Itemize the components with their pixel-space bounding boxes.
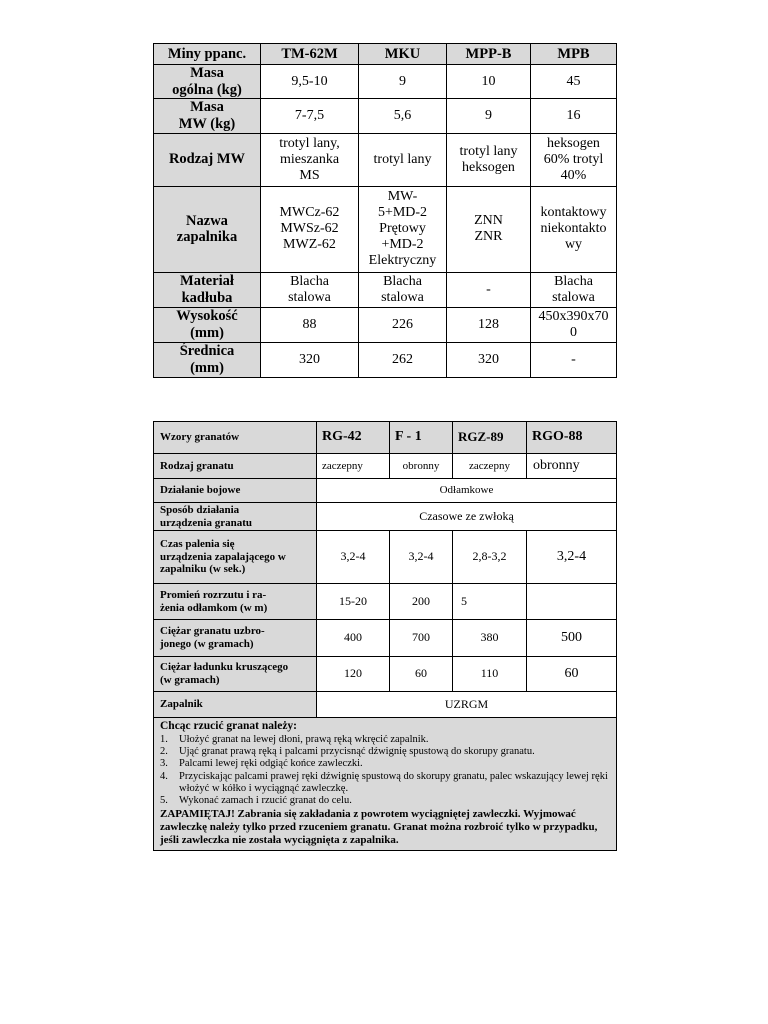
mines-header-cell: TM-62M bbox=[261, 44, 359, 65]
list-item bbox=[160, 771, 610, 796]
grenades-row-label: Promień rozrzutu i ra- żenia odłamkom (w m) bbox=[154, 584, 317, 620]
mines-cell: 9 bbox=[359, 65, 447, 99]
mines-header-cell: Miny ppanc. bbox=[154, 44, 261, 65]
mines-cell: 5,6 bbox=[359, 99, 447, 133]
grenades-row-label: Ciężar ładunku kruszącego (w gramach) bbox=[154, 657, 317, 692]
mines-cell: Blacha stalowa bbox=[531, 272, 617, 307]
mines-cell: - bbox=[447, 272, 531, 307]
mines-cell: MW- 5+MD-2 Prętowy +MD-2 Elektryczny bbox=[359, 186, 447, 272]
instructions-list bbox=[160, 734, 610, 808]
warning-text: ZAPAMIĘTAJ! Zabrania się zakładania z powrotem wyciągniętej zawleczki. Wyjmować zawleczkę należy tylko przed rzuceniem granatu. Granat można rozbroić tylko w przypadku, jeśli zawleczka nie została wyciągnięta z zapalnika. bbox=[160, 807, 598, 846]
mines-cell: 262 bbox=[359, 342, 447, 377]
grenades-row-label: Sposób działania urządzenia granatu bbox=[154, 503, 317, 531]
mines-cell: trotyl lany bbox=[359, 133, 447, 186]
mines-cell: 16 bbox=[531, 99, 617, 133]
mines-row bbox=[154, 342, 617, 377]
mines-header-cell: MPP-B bbox=[447, 44, 531, 65]
grenades-row-label: Rodzaj granatu bbox=[154, 454, 317, 479]
grenades-cell: obronny bbox=[390, 454, 453, 479]
step-text: Ułożyć granat na lewej dłoni, prawą ręką wkręcić zapalnik. bbox=[179, 733, 429, 745]
grenades-cell: 60 bbox=[390, 657, 453, 692]
grenades-header-cell: RGZ-89 bbox=[453, 422, 527, 454]
step-text: Przyciskając palcami prawej ręki dźwignię spustową do skorupy granatu, palec wskazujący lewej ręki włożyć w kółko i wyciągnąć zawleczkę. bbox=[179, 770, 608, 795]
grenades-cell: zaczepny bbox=[453, 454, 527, 479]
step-number: 1. bbox=[160, 733, 168, 745]
grenades-header-cell: Wzory granatów bbox=[154, 422, 317, 454]
grenades-cell: Czasowe ze zwłoką bbox=[317, 503, 617, 531]
mines-header-cell: MPB bbox=[531, 44, 617, 65]
grenades-row bbox=[154, 620, 617, 657]
mines-row-label: Masa MW (kg) bbox=[154, 99, 261, 133]
mines-cell: 128 bbox=[447, 307, 531, 342]
mines-cell: trotyl lany, mieszanka MS bbox=[261, 133, 359, 186]
mines-cell: MWCz-62 MWSz-62 MWZ-62 bbox=[261, 186, 359, 272]
step-number: 4. bbox=[160, 770, 168, 782]
mines-row-label: Nazwa zapalnika bbox=[154, 186, 261, 272]
step-number: 2. bbox=[160, 745, 168, 757]
mines-row-label: Materiał kadłuba bbox=[154, 272, 261, 307]
instructions-title: Chcąc rzucić granat należy: bbox=[160, 720, 298, 732]
grenades-header-cell: F - 1 bbox=[390, 422, 453, 454]
list-item bbox=[160, 746, 610, 758]
step-number: 3. bbox=[160, 758, 168, 770]
grenades-cell: UZRGM bbox=[317, 692, 617, 718]
grenades-cell: 500 bbox=[527, 620, 617, 657]
mines-cell: 9,5-10 bbox=[261, 65, 359, 99]
mines-cell: heksogen 60% trotyl 40% bbox=[531, 133, 617, 186]
step-text: Ująć granat prawą ręką i palcami przycisnąć dźwignię spustową do skorupy granatu. bbox=[179, 745, 535, 757]
mines-row bbox=[154, 272, 617, 307]
mines-cell: 226 bbox=[359, 307, 447, 342]
grenades-cell: 700 bbox=[390, 620, 453, 657]
mines-row-label: Rodzaj MW bbox=[154, 133, 261, 186]
grenades-cell: 110 bbox=[453, 657, 527, 692]
grenades-cell: 60 bbox=[527, 657, 617, 692]
grenades-cell: 15-20 bbox=[317, 584, 390, 620]
grenades-row-label: Działanie bojowe bbox=[154, 479, 317, 503]
mines-row-label: Wysokość (mm) bbox=[154, 307, 261, 342]
mines-table bbox=[153, 43, 617, 378]
grenades-header-cell: RGO-88 bbox=[527, 422, 617, 454]
list-item bbox=[160, 795, 610, 807]
grenades-cell: 200 bbox=[390, 584, 453, 620]
grenades-notes-row bbox=[154, 718, 617, 851]
grenades-row bbox=[154, 454, 617, 479]
mines-cell: 9 bbox=[447, 99, 531, 133]
grenades-cell: obronny bbox=[527, 454, 617, 479]
grenades-row bbox=[154, 503, 617, 531]
grenades-header-cell: RG-42 bbox=[317, 422, 390, 454]
mines-row bbox=[154, 186, 617, 272]
mines-cell: 320 bbox=[261, 342, 359, 377]
mines-cell: trotyl lany heksogen bbox=[447, 133, 531, 186]
mines-cell: ZNN ZNR bbox=[447, 186, 531, 272]
grenades-row bbox=[154, 531, 617, 584]
mines-cell: 450x390x70 0 bbox=[531, 307, 617, 342]
grenades-row-label: Ciężar granatu uzbro- jonego (w gramach) bbox=[154, 620, 317, 657]
grenades-row bbox=[154, 692, 617, 718]
grenades-row bbox=[154, 479, 617, 503]
grenades-table bbox=[153, 421, 617, 851]
grenades-cell: 5 bbox=[453, 584, 527, 620]
mines-row-label: Masa ogólna (kg) bbox=[154, 65, 261, 99]
mines-row bbox=[154, 65, 617, 99]
grenades-cell: 400 bbox=[317, 620, 390, 657]
grenades-row-label: Czas palenia się urządzenia zapalającego w zapalniku (w sek.) bbox=[154, 531, 317, 584]
instructions-cell bbox=[154, 718, 617, 851]
mines-row-label: Średnica (mm) bbox=[154, 342, 261, 377]
grenades-cell bbox=[527, 584, 617, 620]
step-text: Wykonać zamach i rzucić granat do celu. bbox=[179, 795, 352, 807]
step-text: Palcami lewej ręki odgiąć końce zawleczki. bbox=[179, 758, 363, 770]
grenades-row bbox=[154, 584, 617, 620]
mines-cell: 320 bbox=[447, 342, 531, 377]
mines-header-cell: MKU bbox=[359, 44, 447, 65]
mines-cell: 7-7,5 bbox=[261, 99, 359, 133]
mines-cell: kontaktowy niekontakto wy bbox=[531, 186, 617, 272]
grenades-cell: Odłamkowe bbox=[317, 479, 617, 503]
grenades-cell: 380 bbox=[453, 620, 527, 657]
mines-cell: Blacha stalowa bbox=[359, 272, 447, 307]
list-item bbox=[160, 734, 610, 746]
step-number: 5. bbox=[160, 795, 168, 807]
grenades-cell: 3,2-4 bbox=[527, 531, 617, 584]
grenades-header-row bbox=[154, 422, 617, 454]
mines-cell: 88 bbox=[261, 307, 359, 342]
mines-row bbox=[154, 133, 617, 186]
mines-cell: 10 bbox=[447, 65, 531, 99]
grenades-row bbox=[154, 657, 617, 692]
grenades-row-label: Zapalnik bbox=[154, 692, 317, 718]
mines-row bbox=[154, 307, 617, 342]
grenades-cell: 3,2-4 bbox=[390, 531, 453, 584]
list-item bbox=[160, 758, 610, 770]
mines-cell: - bbox=[531, 342, 617, 377]
grenades-cell: 2,8-3,2 bbox=[453, 531, 527, 584]
mines-cell: Blacha stalowa bbox=[261, 272, 359, 307]
mines-cell: 45 bbox=[531, 65, 617, 99]
grenades-cell: zaczepny bbox=[317, 454, 390, 479]
mines-header-row bbox=[154, 44, 617, 65]
grenades-cell: 120 bbox=[317, 657, 390, 692]
mines-row bbox=[154, 99, 617, 133]
grenades-cell: 3,2-4 bbox=[317, 531, 390, 584]
